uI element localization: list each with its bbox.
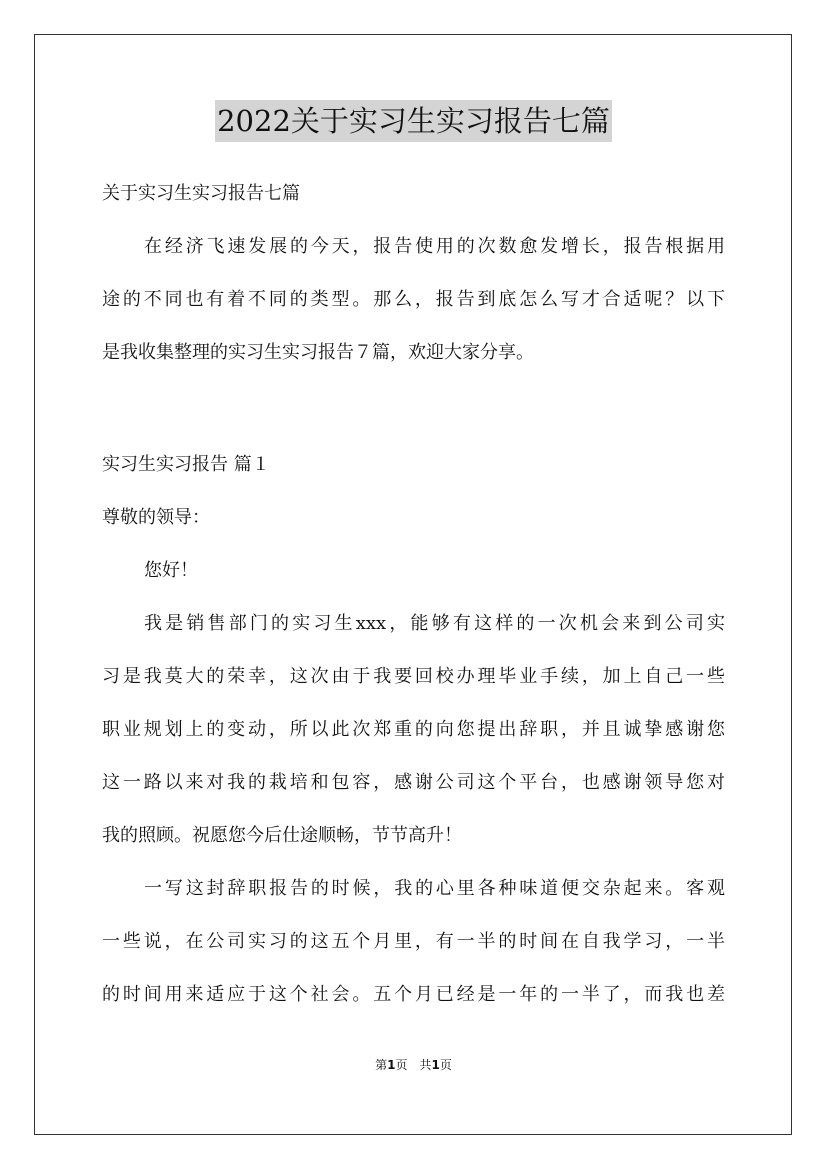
- paragraph1-line-4: 这一路以来对我的栽培和包容，感谢公司这个平台，也感谢领导您对: [102, 772, 725, 793]
- intro-line-2: 途的不同也有着不同的类型。那么，报告到底怎么写才合适呢？以下: [102, 289, 725, 310]
- intro-line-3: 是我收集整理的实习生实习报告７篇，欢迎大家分享。: [102, 342, 534, 363]
- paragraph1-line-3: 职业规划上的变动，所以此次郑重的向您提出辞职，并且诚挚感谢您: [102, 719, 725, 740]
- paragraph1-line-5: 我的照顾。祝愿您今后仕途顺畅，节节高升！: [102, 825, 462, 846]
- footer-page-total: 1: [431, 1058, 440, 1072]
- title-container: [0, 100, 827, 142]
- salutation: 尊敬的领导：: [102, 507, 210, 528]
- footer-suffix: 页: [439, 1058, 452, 1072]
- document-subtitle: 关于实习生实习报告七篇: [102, 183, 300, 204]
- document-title: 2022关于实习生实习报告七篇: [215, 100, 612, 142]
- paragraph2-line-3: 的时间用来适应于这个社会。五个月已经是一年的一半了，而我也差: [102, 984, 725, 1005]
- page-footer: [0, 1057, 827, 1073]
- greeting: 您好！: [144, 560, 198, 581]
- paragraph2-line-1: 一写这封辞职报告的时候，我的心里各种味道便交杂起来。客观: [144, 878, 725, 899]
- intro-line-1: 在经济飞速发展的今天，报告使用的次数愈发增长，报告根据用: [144, 236, 725, 257]
- footer-prefix: 第: [375, 1058, 388, 1072]
- section-heading: 实习生实习报告 篇１: [102, 454, 270, 475]
- footer-mid: 页 共: [395, 1058, 432, 1072]
- paragraph1-line-1: 我是销售部门的实习生xxx，能够有这样的一次机会来到公司实: [144, 613, 725, 634]
- footer-page-current: 1: [387, 1058, 396, 1072]
- paragraph1-line-2: 习是我莫大的荣幸，这次由于我要回校办理毕业手续，加上自己一些: [102, 666, 725, 687]
- paragraph2-line-2: 一些说，在公司实习的这五个月里，有一半的时间在自我学习，一半: [102, 931, 725, 952]
